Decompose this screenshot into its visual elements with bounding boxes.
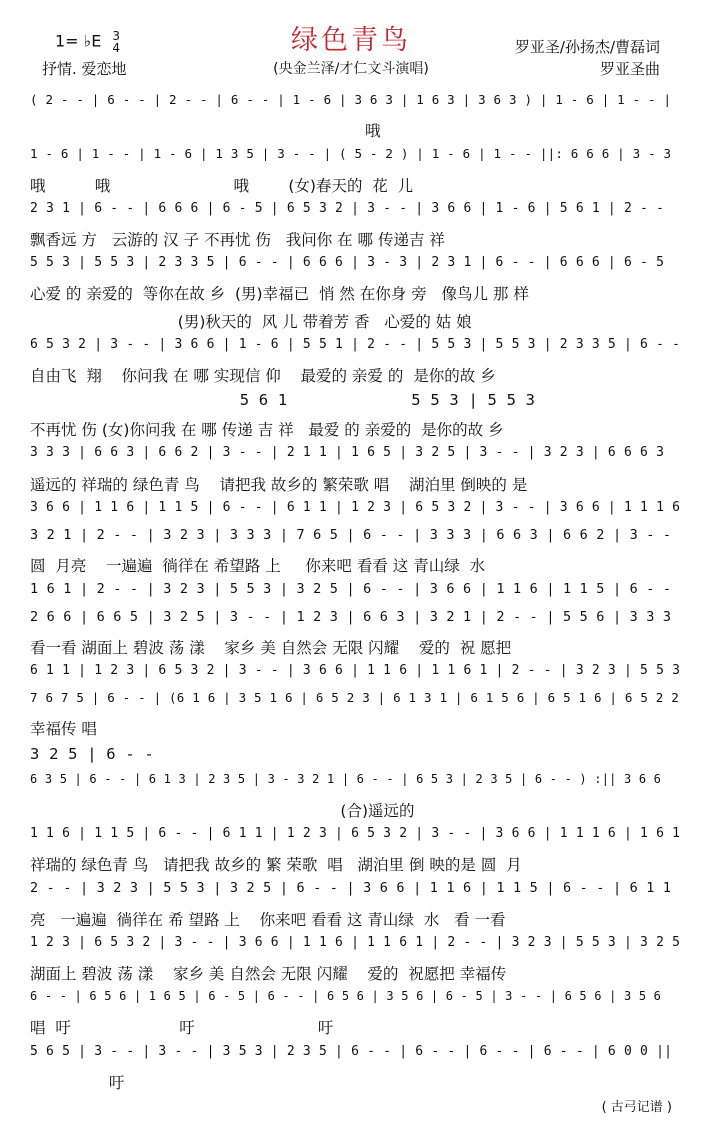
notation-line: 6 1 1 | 1 2 3 | 6 5 3 2 | 3 - - | 3 6 6 | 1 1 6 | 1 1 6 1 | 2 - - | 3 2 3 | 5 5 3 bbox=[30, 662, 680, 678]
notation-line: 2 6 6 | 6 6 5 | 3 2 5 | 3 - - | 1 2 3 | 6 6 3 | 3 2 1 | 2 - - | 5 5 6 | 3 3 3 bbox=[30, 608, 672, 625]
lyric-line: (男)秋天的 风 儿 带着芳 香 心爱的 姑 娘 bbox=[30, 312, 472, 331]
composer: 罗亚圣曲 bbox=[599, 60, 660, 78]
lyric-line: 祥瑞的 绿色青 鸟 请把我 故乡的 繁 荣歌 唱 湖泊里 倒 映的是 圆 月 bbox=[30, 856, 522, 875]
lyric-line: 亮 一遍遍 徜徉在 希 望路 上 你来吧 看看 这 青山绿 水 看 一看 bbox=[30, 910, 506, 929]
lyric-line: 看一看 湖面上 碧波 荡 漾 家乡 美 自然会 无限 闪耀 爱的 祝 愿把 bbox=[30, 638, 512, 657]
notation-line: 1 - 6 | 1 - - | 1 - 6 | 1 3 5 | 3 - - | ( 5 - 2 ) | 1 - 6 | 1 - - ||: 6 6 6 | 3 - 3 bbox=[30, 146, 672, 162]
lyric-line: 哦 哦 哦 (女)春天的 花 儿 bbox=[30, 176, 414, 195]
notation-line: 6 3 5 | 6 - - | 6 1 3 | 2 3 5 | 3 - 3 2 1 | 6 - - | 6 5 3 | 2 3 5 | 6 - - ) :|| 3 6 6 bbox=[30, 771, 662, 786]
lyric-line: 幸福传 唱 bbox=[30, 720, 97, 739]
notation-line: 2 3 1 | 6 - - | 6 6 6 | 6 - 5 | 6 5 3 2 | 3 - - | 3 6 6 | 1 - 6 | 5 6 1 | 2 - - bbox=[30, 200, 665, 216]
song-title: 绿色青鸟 bbox=[291, 25, 411, 56]
lyric-line: 心爱 的 亲爱的 等你在故 乡 (男)幸福已 悄 然 在你身 旁 像鸟儿 那 样 bbox=[30, 285, 529, 304]
time-top: 3 bbox=[112, 29, 121, 43]
lyric-line: 飘香远 方 云游的 汉 子 不再忧 伤 我问你 在 哪 传递吉 祥 bbox=[30, 230, 445, 249]
time-bottom: 4 bbox=[112, 41, 121, 55]
notation-line: 6 - - | 6 5 6 | 1 6 5 | 6 - 5 | 6 - - | 6 5 6 | 3 5 6 | 6 - 5 | 3 - - | 6 5 6 | 3 5 6 bbox=[30, 989, 662, 1004]
notation-line: 3 2 5 | 6 - - bbox=[30, 744, 154, 763]
key-signature bbox=[55, 30, 120, 54]
lyric-line: (合)遥远的 bbox=[30, 801, 415, 820]
lyric-line: 遥远的 祥瑞的 绿色青 鸟 请把我 故乡的 繁荣歌 唱 湖泊里 倒映的 是 bbox=[30, 475, 528, 494]
notation-line: 1 1 6 | 1 1 5 | 6 - - | 6 1 1 | 1 2 3 | 6 5 3 2 | 3 - - | 3 6 6 | 1 1 1 6 | 1 6 1 bbox=[30, 826, 680, 842]
notation-line: 5 6 1 5 5 3 | 5 5 3 bbox=[30, 391, 536, 410]
notation-line: 6 5 3 2 | 3 - - | 3 6 6 | 1 - 6 | 5 5 1 | 2 - - | 5 5 3 | 5 5 3 | 2 3 3 5 | 6 - - bbox=[30, 336, 680, 352]
lyric-line: 吁 bbox=[30, 1073, 125, 1092]
notation-line: 2 - - | 3 2 3 | 5 5 3 | 3 2 5 | 6 - - | 3 6 6 | 1 1 6 | 1 1 5 | 6 - - | 6 1 1 bbox=[30, 880, 672, 897]
notation-line: 1 2 3 | 6 5 3 2 | 3 - - | 3 6 6 | 1 1 6 | 1 1 6 1 | 2 - - | 3 2 3 | 5 5 3 | 3 2 5 bbox=[30, 934, 680, 950]
lyricist: 罗亚圣/孙扬杰/曹磊词 bbox=[514, 38, 660, 56]
notation-line: 3 2 1 | 2 - - | 3 2 3 | 3 3 3 | 7 6 5 | 6 - - | 3 3 3 | 6 6 3 | 6 6 2 | 3 - - bbox=[30, 527, 672, 544]
notation-line: 3 6 6 | 1 1 6 | 1 1 5 | 6 - - | 6 1 1 | 1 2 3 | 6 5 3 2 | 3 - - | 3 6 6 | 1 1 1 6 bbox=[30, 499, 680, 515]
lyric-line: 湖面上 碧波 荡 漾 家乡 美 自然会 无限 闪耀 爱的 祝愿把 幸福传 bbox=[30, 965, 507, 984]
notation-line: 1 6 1 | 2 - - | 3 2 3 | 5 5 3 | 3 2 5 | 6 - - | 3 6 6 | 1 1 6 | 1 1 5 | 6 - - bbox=[30, 581, 672, 598]
transcriber-credit: ( 古弓记谱 ) bbox=[601, 1100, 672, 1115]
key-label: 1= ♭E bbox=[55, 31, 102, 51]
lyric-line: 自由飞 翔 你问我 在 哪 实现信 仰 最爱的 亲爱 的 是你的故 乡 bbox=[30, 366, 496, 385]
notation-line: 5 6 5 | 3 - - | 3 - - | 3 5 3 | 2 3 5 | 6 - - | 6 - - | 6 - - | 6 - - | 6 0 0 || bbox=[30, 1043, 673, 1059]
notation-line: 5 5 3 | 5 5 3 | 2 3 3 5 | 6 - - | 6 6 6 | 3 - 3 | 2 3 1 | 6 - - | 6 6 6 | 6 - 5 bbox=[30, 255, 665, 271]
time-signature bbox=[112, 30, 120, 54]
lyric-line: 唱 吁 吁 吁 bbox=[30, 1019, 334, 1038]
lyric-line: 圆 月亮 一遍遍 徜徉在 希望路 上 你来吧 看看 这 青山绿 水 bbox=[30, 557, 486, 576]
notation-line: 7 6 7 5 | 6 - - | (6 1 6 | 3 5 1 6 | 6 5 2 3 | 6 1 3 1 | 6 1 5 6 | 6 5 1 6 | 6 5 2 2 bbox=[30, 690, 679, 706]
tempo-mood: 抒情. 爱恋地 bbox=[42, 60, 127, 78]
lyric-line: 哦 bbox=[30, 122, 381, 141]
notation-line: 3 3 3 | 6 6 3 | 6 6 2 | 3 - - | 2 1 1 | 1 6 5 | 3 2 5 | 3 - - | 3 2 3 | 6 6 6 3 bbox=[30, 445, 665, 461]
lyric-line: 不再忧 伤 (女)你问我 在 哪 传递 吉 祥 最爱 的 亲爱的 是你的故 乡 bbox=[30, 421, 504, 440]
singers: (央金兰泽/才仁文斗演唱) bbox=[273, 61, 429, 77]
notation-line: ( 2 - - | 6 - - | 2 - - | 6 - - | 1 - 6 | 3 6 3 | 1 6 3 | 3 6 3 ) | 1 - 6 | 1 - - | bbox=[30, 92, 672, 107]
